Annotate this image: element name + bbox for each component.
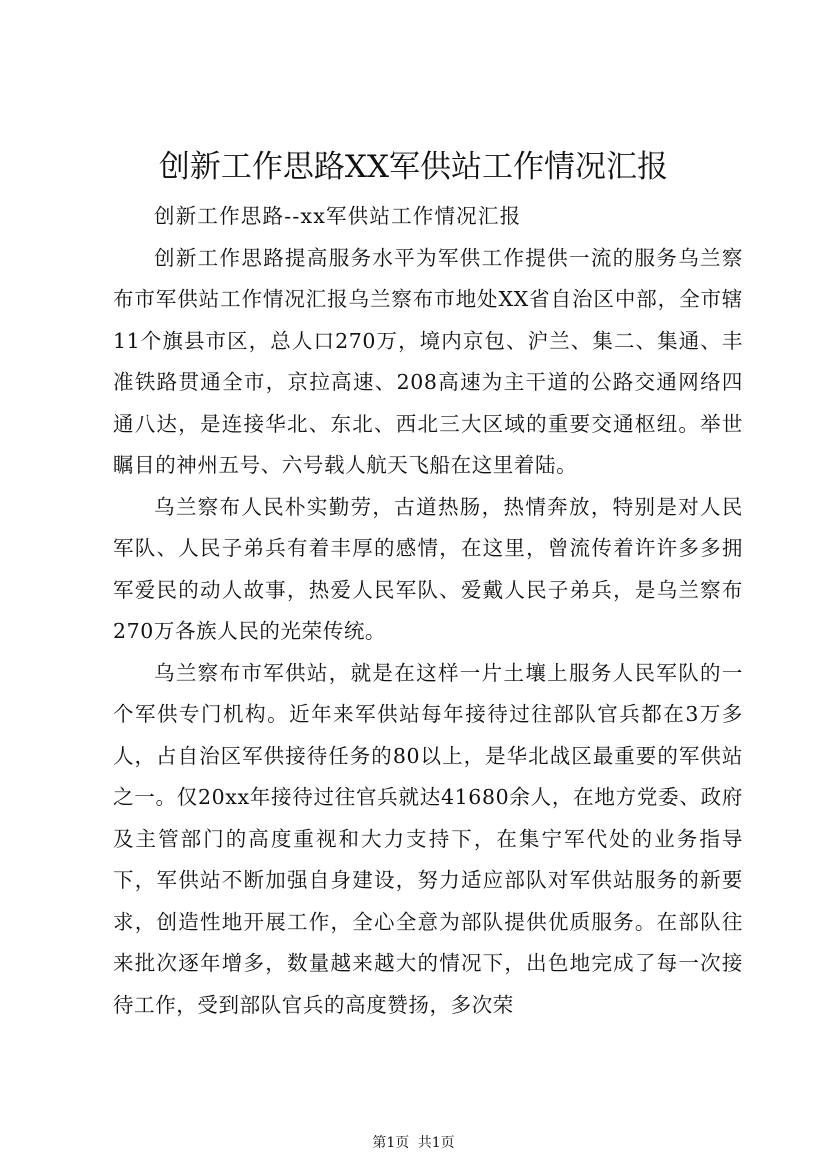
paragraph-station: 乌兰察布市军供站，就是在这样一片土壤上服务人民军队的一个军供专门机构。近年来军供站每年接待过往部队官兵都在3万多人，占自治区军供接待任务的80以上，是华北战区最重要的军供站之一。仅20xx年接待过往官兵就达41680余人，在地方党委、政府及主管部门的高度重视和大力支持下，在集宁军代处的业务指导下，军供站不断加强自身建设，努力适应部队对军供站服务的新要求，创造性地开展工作，全心全意为部队提供优质服务。在部队往来批次逐年增多，数量越来越大的情况下，出色地完成了每一次接待工作，受到部队官兵的高度赞扬，多次荣: [113, 660, 743, 1017]
document-title: 创新工作思路XX军供站工作情况汇报: [158, 149, 669, 185]
document-body: [113, 196, 743, 1026]
page-footer: [0, 1133, 827, 1153]
paragraph-subtitle: 创新工作思路--xx军供站工作情况汇报: [154, 204, 522, 228]
paragraph-intro: 创新工作思路提高服务水平为军供工作提供一流的服务乌兰察布市军供站工作情况汇报乌兰察布市地处XX省自治区中部，全市辖11个旗县市区，总人口270万，境内京包、沪兰、集二、集通、丰准铁路贯通全市，京拉高速、208高速为主干道的公路交通网络四通八达，是连接华北、东北、西北三大区域的重要交通枢纽。举世瞩目的神州五号、六号载人航天飞船在这里着陆。: [113, 245, 743, 477]
paragraph-people: 乌兰察布人民朴实勤劳，古道热肠，热情奔放，特别是对人民军队、人民子弟兵有着丰厚的感情，在这里，曾流传着许许多多拥军爱民的动人故事，热爱人民军队、爱戴人民子弟兵，是乌兰察布270万各族人民的光荣传统。: [113, 494, 743, 643]
page-number: 第1页: [372, 1135, 410, 1151]
page-total: 共1页: [417, 1135, 455, 1151]
